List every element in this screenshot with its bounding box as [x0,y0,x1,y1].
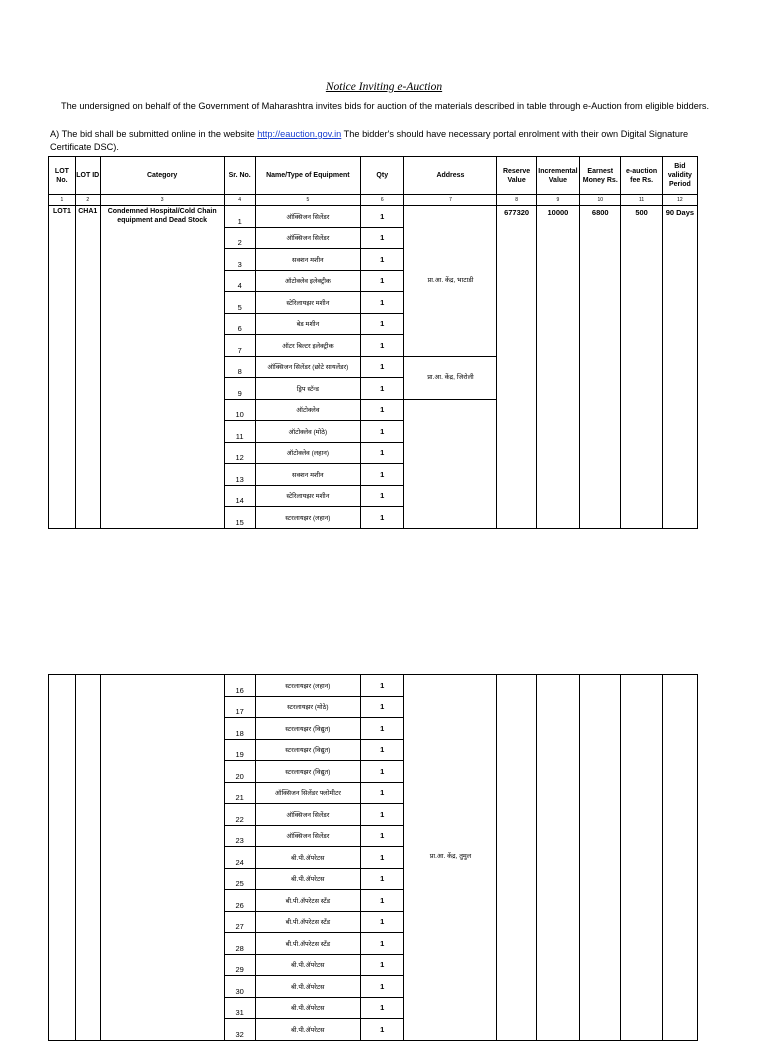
equipment-name-cell: बी.पी.ॲपरेटस [255,847,360,869]
equipment-name-cell: सक्शन मशीन [255,464,360,486]
equipment-name-cell: बी.पी.ॲपरेटस [255,954,360,976]
qty-cell: 1 [361,997,404,1019]
header-row [49,157,698,195]
col-number: 5 [255,195,360,206]
equipment-name-cell: स्टरलायझर (विद्युत) [255,718,360,740]
equipment-name-cell: बी.पी.ॲपरेटस स्टँड [255,933,360,955]
qty-cell: 1 [361,1019,404,1041]
sr-no-cell: 21 [224,782,255,804]
sr-no-cell: 30 [224,976,255,998]
equipment-name-cell: स्टेरिलायझर मशीन [255,292,360,314]
col-number: 8 [497,195,536,206]
address-cell: प्रा.आ. केंद्र, जिरोली [404,356,497,399]
header-cell: Address [404,157,497,195]
para-prefix: A) The bid shall be submitted online in the website [50,129,258,139]
col-number: 6 [361,195,404,206]
sr-no-cell: 13 [224,464,255,486]
col-number: 10 [580,195,621,206]
header-cell: Name/Type of Equipment [255,157,360,195]
validity-cell: 90 Days [662,206,697,529]
qty-cell: 1 [361,335,404,357]
qty-cell: 1 [361,421,404,443]
equipment-name-cell: बी.पी.ॲपरेटस [255,1019,360,1041]
lot-id-cell [75,675,100,1041]
col-number: 11 [621,195,662,206]
qty-cell: 1 [361,890,404,912]
equipment-name-cell: स्टरलायझर (विद्युत) [255,739,360,761]
sr-no-cell: 1 [224,206,255,228]
header-cell: Category [100,157,224,195]
equipment-name-cell: स्टरलायझर (लहान) [255,675,360,697]
qty-cell: 1 [361,847,404,869]
equipment-name-cell: ड्रिप स्टॅन्ड [255,378,360,400]
para-suffix: The bidder's should have necessary portal enrolment with their own Digital Signature Certificate DSC). [50,129,689,152]
column-number-row [49,195,698,206]
header-cell: LOT ID [75,157,100,195]
sr-no-cell: 29 [224,954,255,976]
header-cell: Bid validity Period [662,157,697,195]
sr-no-cell: 10 [224,399,255,421]
sr-no-cell: 4 [224,270,255,292]
incremental-value-cell [536,675,579,1041]
equipment-name-cell: बेड मशीन [255,313,360,335]
category-cell [100,675,224,1041]
sr-no-cell: 28 [224,933,255,955]
equipment-name-cell: ऑटोक्लेव (मोठे) [255,421,360,443]
earnest-money-cell [580,675,621,1041]
address-cell: प्रा.आ. केंद्र, तुमुल [404,675,497,1041]
equipment-name-cell: ऑक्सिजन सिलेंडर [255,227,360,249]
sr-no-cell: 26 [224,890,255,912]
incremental-value-cell: 10000 [536,206,579,529]
qty-cell: 1 [361,782,404,804]
fee-cell [621,675,662,1041]
equipment-name-cell: ऑक्सिजन सिलेंडर (छोटे सायलेंडर) [255,356,360,378]
validity-cell [662,675,697,1041]
qty-cell: 1 [361,675,404,697]
qty-cell: 1 [361,292,404,314]
auction-table-page1 [48,156,698,529]
qty-cell: 1 [361,761,404,783]
qty-cell: 1 [361,399,404,421]
earnest-money-cell: 6800 [580,206,621,529]
fee-cell: 500 [621,206,662,529]
col-number: 9 [536,195,579,206]
lot-no-cell: LOT1 [49,206,76,529]
col-number: 7 [404,195,497,206]
sr-no-cell: 2 [224,227,255,249]
equipment-name-cell: स्टरलायझर (लहान) [255,507,360,529]
equipment-name-cell: ऑटर बिल्टर इलेक्ट्रीक [255,335,360,357]
sr-no-cell: 32 [224,1019,255,1041]
qty-cell: 1 [361,507,404,529]
equipment-name-cell: ऑटोक्लेव इलेक्ट्रीक [255,270,360,292]
reserve-value-cell [497,675,536,1041]
qty-cell: 1 [361,249,404,271]
equipment-name-cell: ऑक्सिजन सिलेंडर फ्लोमीटर [255,782,360,804]
qty-cell: 1 [361,718,404,740]
equipment-name-cell: ऑटोक्लेव [255,399,360,421]
equipment-name-cell: बी.पी.ॲपरेटस [255,997,360,1019]
table-row [49,675,698,697]
sr-no-cell: 7 [224,335,255,357]
qty-cell: 1 [361,485,404,507]
submission-paragraph [50,128,710,154]
col-number: 2 [75,195,100,206]
sr-no-cell: 27 [224,911,255,933]
eauction-link[interactable]: http://eauction.gov.in [257,129,342,139]
qty-cell: 1 [361,868,404,890]
header-cell: Earnest Money Rs. [580,157,621,195]
equipment-name-cell: बी.पी.ॲपरेटस [255,976,360,998]
category-cell: Condemned Hospital/Cold Chain equipment and Dead Stock [100,206,224,529]
sr-no-cell: 8 [224,356,255,378]
intro-text: The undersigned on behalf of the Government of Maharashtra invites bids for auction of the materials described in table through e-Auction from eligible bidders. [60,101,710,111]
sr-no-cell: 23 [224,825,255,847]
sr-no-cell: 15 [224,507,255,529]
qty-cell: 1 [361,464,404,486]
notice-title: Notice Inviting e-Auction [325,81,443,93]
lot-no-cell [49,675,76,1041]
qty-cell: 1 [361,911,404,933]
header-cell: e-auction fee Rs. [621,157,662,195]
qty-cell: 1 [361,206,404,228]
qty-cell: 1 [361,378,404,400]
address-cell: प्रा.आ. केंद्र, भाटाडी [404,206,497,357]
qty-cell: 1 [361,933,404,955]
sr-no-cell: 12 [224,442,255,464]
equipment-name-cell: स्टरलायझर (मोठे) [255,696,360,718]
equipment-name-cell: ऑक्सिजन सिलेंडर [255,206,360,228]
sr-no-cell: 22 [224,804,255,826]
qty-cell: 1 [361,270,404,292]
col-number: 12 [662,195,697,206]
sr-no-cell: 24 [224,847,255,869]
equipment-name-cell: स्टरलायझर (विद्युत) [255,761,360,783]
sr-no-cell: 17 [224,696,255,718]
sr-no-cell: 25 [224,868,255,890]
qty-cell: 1 [361,739,404,761]
sr-no-cell: 6 [224,313,255,335]
qty-cell: 1 [361,313,404,335]
qty-cell: 1 [361,227,404,249]
sr-no-cell: 20 [224,761,255,783]
header-cell: Qty [361,157,404,195]
header-cell: Incremental Value [536,157,579,195]
qty-cell: 1 [361,442,404,464]
header-cell: LOT No. [49,157,76,195]
equipment-name-cell: बी.पी.ॲपरेटस स्टँड [255,890,360,912]
equipment-name-cell: सक्शन मशीन [255,249,360,271]
lot-id-cell: CHA1 [75,206,100,529]
col-number: 4 [224,195,255,206]
sr-no-cell: 3 [224,249,255,271]
qty-cell: 1 [361,954,404,976]
sr-no-cell: 16 [224,675,255,697]
equipment-name-cell: बी.पी.ॲपरेटस स्टँड [255,911,360,933]
sr-no-cell: 31 [224,997,255,1019]
address-cell-empty [404,399,497,528]
sr-no-cell: 18 [224,718,255,740]
header-cell: Sr. No. [224,157,255,195]
reserve-value-cell: 677320 [497,206,536,529]
auction-table-page2 [48,674,698,1041]
qty-cell: 1 [361,825,404,847]
qty-cell: 1 [361,696,404,718]
sr-no-cell: 5 [224,292,255,314]
equipment-name-cell: ऑटोक्लेव (लहान) [255,442,360,464]
equipment-name-cell: स्टेरिलायझर मशीन [255,485,360,507]
sr-no-cell: 9 [224,378,255,400]
qty-cell: 1 [361,356,404,378]
equipment-name-cell: ऑक्सिजन सिलेंडर [255,804,360,826]
table-row [49,206,698,228]
sr-no-cell: 14 [224,485,255,507]
equipment-name-cell: ऑक्सिजन सिलेंडर [255,825,360,847]
col-number: 1 [49,195,76,206]
col-number: 3 [100,195,224,206]
qty-cell: 1 [361,804,404,826]
sr-no-cell: 11 [224,421,255,443]
sr-no-cell: 19 [224,739,255,761]
qty-cell: 1 [361,976,404,998]
header-cell: Reserve Value [497,157,536,195]
equipment-name-cell: बी.पी.ॲपरेटस [255,868,360,890]
